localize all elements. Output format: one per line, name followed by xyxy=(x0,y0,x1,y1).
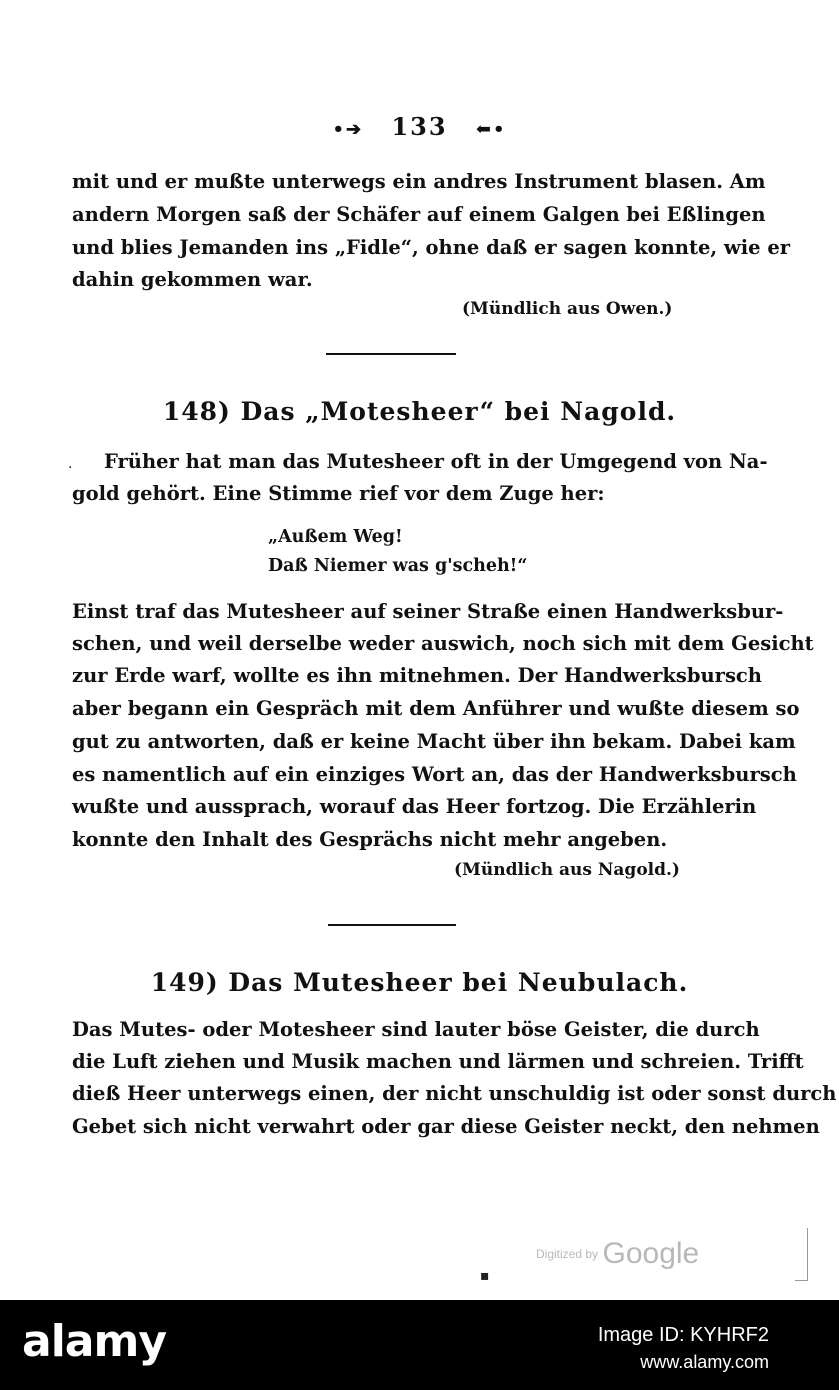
section-heading: 149) Das Mutesheer bei Neubulach. xyxy=(150,968,689,997)
text-line: Einst traf das Mutesheer auf seiner Straße einen Handwerksbur- xyxy=(72,600,784,623)
text-line: konnte den Inhalt des Gesprächs nicht mehr angeben. xyxy=(72,828,668,851)
stock-footer-bar xyxy=(0,1300,839,1390)
text-line: die Luft ziehen und Musik machen und lärmen und schreien. Trifft xyxy=(72,1050,804,1073)
text-line: zur Erde warf, wollte es ihn mitnehmen. Der Handwerksbursch xyxy=(72,664,762,687)
text-line: und blies Jemanden ins „Fidle“, ohne daß er sagen konnte, wie er xyxy=(72,236,791,259)
print-speck: ▪ xyxy=(480,1268,490,1284)
text-line: gut zu antworten, daß er keine Macht über ihn bekam. Dabei kam xyxy=(72,730,796,753)
ornament-left-icon: •➔ xyxy=(332,119,364,140)
text-line: Das Mutes- oder Motesheer sind lauter böse Geister, die durch xyxy=(72,1018,760,1041)
section-divider xyxy=(326,353,456,355)
text-line: andern Morgen saß der Schäfer auf einem Galgen bei Eßlingen xyxy=(72,203,766,226)
text-line: schen, und weil derselbe weder auswich, noch sich mit dem Gesicht xyxy=(72,632,814,655)
text-line: aber begann ein Gespräch mit dem Anführer und wußte diesem so xyxy=(72,697,800,720)
source-note: (Mündlich aus Owen.) xyxy=(462,299,673,319)
page-corner-mark xyxy=(795,1228,808,1281)
text-line: Früher hat man das Mutesheer oft in der Umgegend von Na- xyxy=(104,450,768,473)
text-line: Gebet sich nicht verwahrt oder gar diese Geister neckt, den nehmen xyxy=(72,1115,820,1138)
image-id-label: Image ID: KYHRF2 xyxy=(597,1324,769,1346)
verse-line: Daß Niemer was g'scheh!“ xyxy=(268,556,528,576)
ornament-right-icon: ⬅• xyxy=(475,119,507,140)
page-number-header xyxy=(0,112,839,141)
source-note: (Mündlich aus Nagold.) xyxy=(454,860,680,880)
site-url: www.alamy.com xyxy=(640,1352,769,1372)
text-line: dahin gekommen war. xyxy=(72,268,313,291)
section-heading: 148) Das „Motesheer“ bei Nagold. xyxy=(162,397,677,426)
digitized-by-watermark xyxy=(536,1237,699,1271)
text-line: dieß Heer unterwegs einen, der nicht unschuldig ist oder sonst durch xyxy=(72,1082,837,1105)
alamy-logo: alamy xyxy=(22,1316,166,1367)
page-number: 133 xyxy=(391,112,448,141)
verse-line: „Außem Weg! xyxy=(268,527,403,547)
section-divider xyxy=(328,924,456,926)
text-line: es namentlich auf ein einziges Wort an, das der Handwerksbursch xyxy=(72,763,797,786)
google-logo: Google xyxy=(602,1237,700,1270)
text-line: mit und er mußte unterwegs ein andres Instrument blasen. Am xyxy=(72,170,766,193)
text-line: gold gehört. Eine Stimme rief vor dem Zuge her: xyxy=(72,482,605,505)
print-speck: . xyxy=(68,456,73,472)
text-line: wußte und aussprach, worauf das Heer fortzog. Die Erzählerin xyxy=(72,795,757,818)
digitized-prefix: Digitized by xyxy=(536,1247,599,1261)
